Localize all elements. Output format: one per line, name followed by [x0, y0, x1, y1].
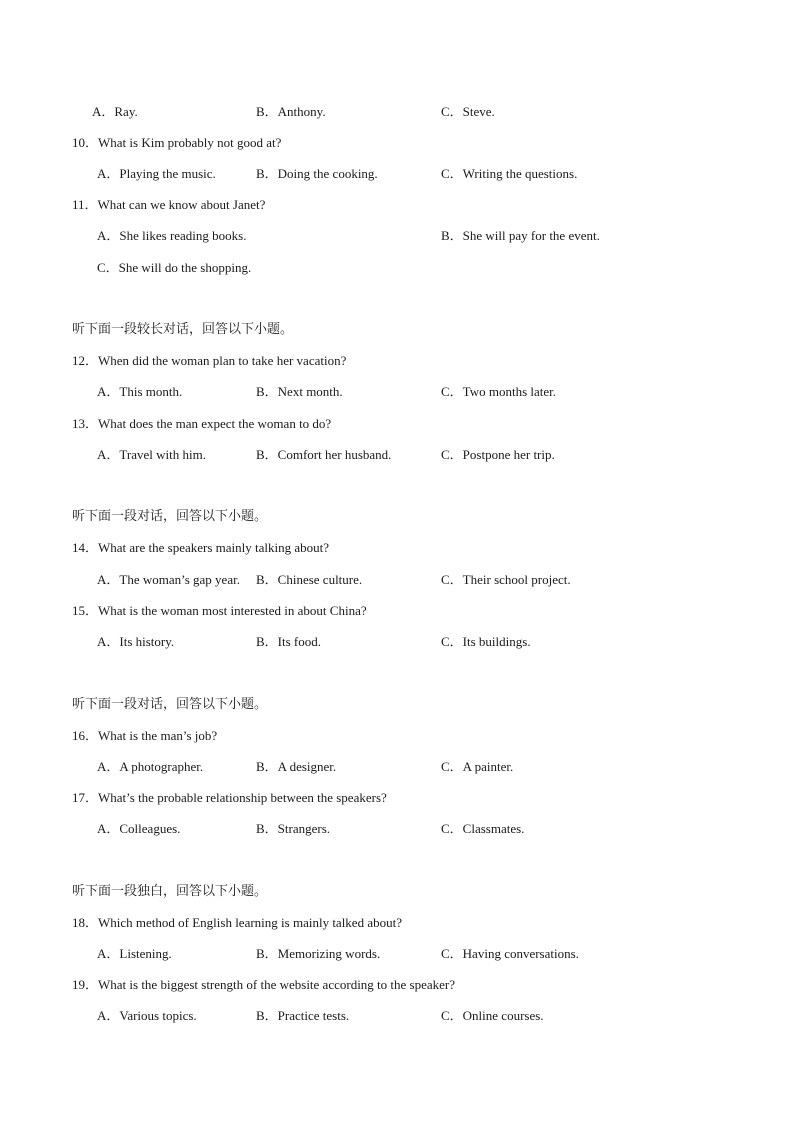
- question-12: 12．When did the woman plan to take her vacation?: [72, 353, 347, 368]
- q18-option-b: B．Memorizing words.: [256, 946, 381, 961]
- q16-option-c: C．A painter.: [441, 759, 514, 774]
- question-19: 19．What is the biggest strength of the website according to the speaker?: [72, 977, 456, 992]
- question-18: 18．Which method of English learning is mainly talked about?: [72, 915, 402, 930]
- q10-option-c: C．Writing the questions.: [441, 166, 578, 181]
- q9-option-a: A．Ray.: [92, 104, 138, 119]
- q18-option-a: A．Listening.: [97, 946, 172, 961]
- q9-option-c: C．Steve.: [441, 104, 495, 119]
- q15-option-a: A．Its history.: [97, 634, 175, 649]
- question-10: 10．What is Kim probably not good at?: [72, 135, 282, 150]
- question-17: 17．What’s the probable relationship between the speakers?: [72, 790, 387, 805]
- section-instruction-2: 听下面一段对话，回答以下小题。: [72, 509, 268, 524]
- q12-option-b: B．Next month.: [256, 384, 343, 399]
- q11-option-b: B．She will pay for the event.: [441, 228, 600, 243]
- q15-option-b: B．Its food.: [256, 634, 322, 649]
- question-13: 13．What does the man expect the woman to do?: [72, 416, 332, 431]
- q17-option-b: B．Strangers.: [256, 821, 331, 836]
- section-instruction-4: 听下面一段独白，回答以下小题。: [72, 884, 268, 899]
- q18-option-c: C．Having conversations.: [441, 946, 579, 961]
- section-instruction-3: 听下面一段对话，回答以下小题。: [72, 697, 268, 712]
- q19-option-c: C．Online courses.: [441, 1008, 544, 1023]
- question-16: 16．What is the man’s job?: [72, 728, 218, 743]
- q19-option-b: B．Practice tests.: [256, 1008, 350, 1023]
- q13-option-b: B．Comfort her husband.: [256, 447, 392, 462]
- question-11: 11．What can we know about Janet?: [72, 197, 266, 212]
- section-instruction-1: 听下面一段较长对话，回答以下小题。: [72, 322, 294, 337]
- q17-option-c: C．Classmates.: [441, 821, 525, 836]
- q13-option-a: A．Travel with him.: [97, 447, 206, 462]
- q9-option-b: B．Anthony.: [256, 104, 326, 119]
- q11-option-a: A．She likes reading books.: [97, 228, 247, 243]
- q10-option-b: B．Doing the cooking.: [256, 166, 378, 181]
- q11-option-c: C．She will do the shopping.: [97, 260, 252, 275]
- q17-option-a: A．Colleagues.: [97, 821, 181, 836]
- q16-option-b: B．A designer.: [256, 759, 337, 774]
- q19-option-a: A．Various topics.: [97, 1008, 197, 1023]
- q10-option-a: A．Playing the music.: [97, 166, 216, 181]
- question-14: 14．What are the speakers mainly talking about?: [72, 540, 330, 555]
- q13-option-c: C．Postpone her trip.: [441, 447, 555, 462]
- q15-option-c: C．Its buildings.: [441, 634, 531, 649]
- q14-option-b: B．Chinese culture.: [256, 572, 363, 587]
- question-15: 15．What is the woman most interested in about China?: [72, 603, 367, 618]
- q12-option-a: A．This month.: [97, 384, 183, 399]
- q14-option-a: A．The woman’s gap year.: [97, 572, 240, 587]
- q16-option-a: A．A photographer.: [97, 759, 204, 774]
- q12-option-c: C．Two months later.: [441, 384, 557, 399]
- q14-option-c: C．Their school project.: [441, 572, 571, 587]
